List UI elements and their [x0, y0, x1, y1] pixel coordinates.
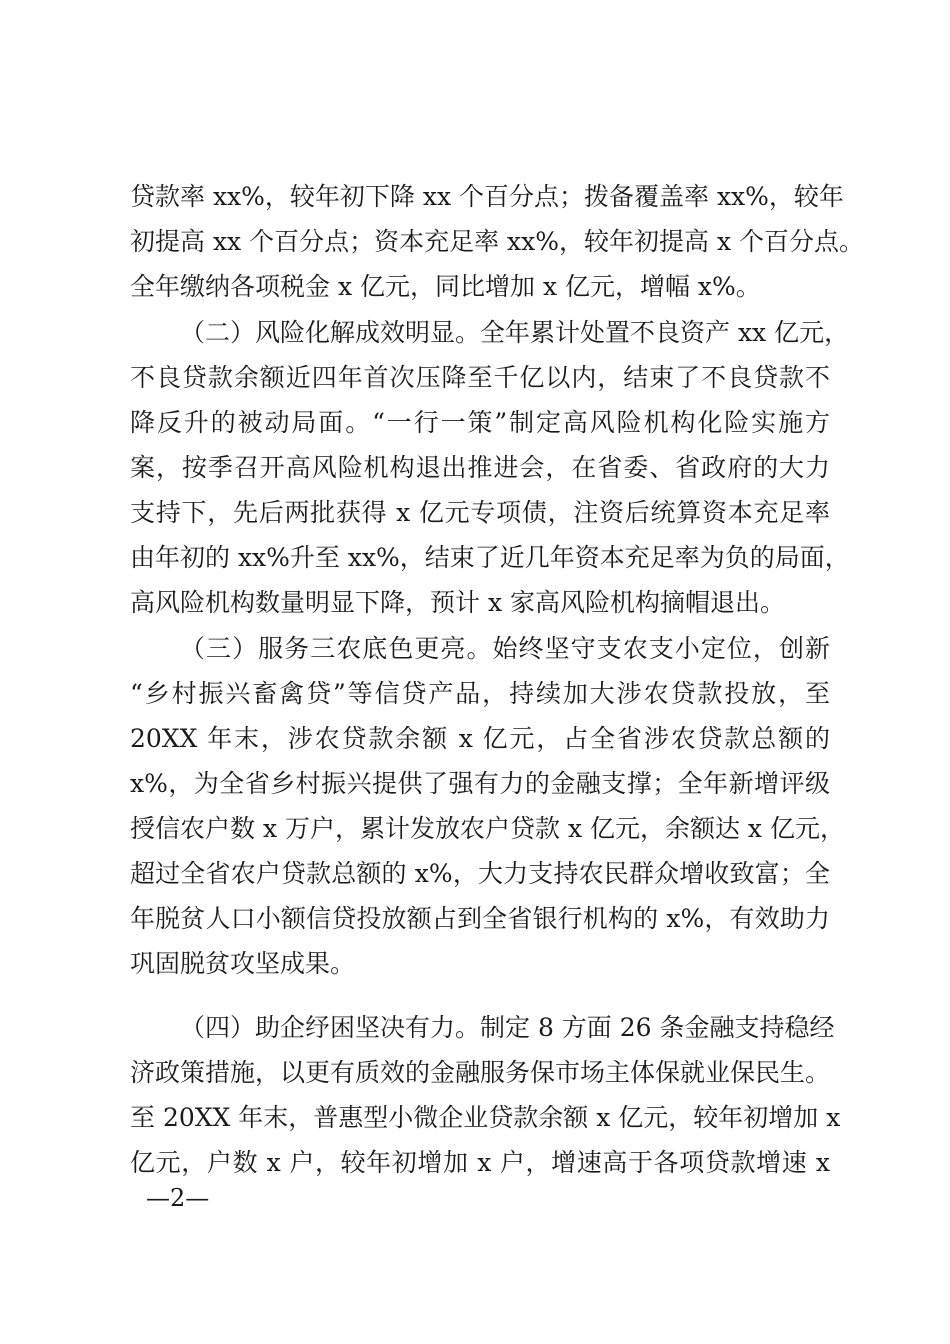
- text-line: 年脱贫人口小额信贷投放额占到全省银行机构的 x%，有效助力: [130, 904, 830, 933]
- text-line: 降反升的被动局面。“一行一策”制定高风险机构化险实施方: [130, 408, 830, 437]
- text-line: 初提高 xx 个百分点；资本充足率 xx%，较年初提高 x 个百分点。: [130, 227, 864, 256]
- text-line: 巩固脱贫攻坚成果。: [130, 949, 356, 978]
- page-number: —2—: [146, 1184, 210, 1212]
- text-line: 超过全省农户贷款总额的 x%，大力支持农民群众增收致富；全: [130, 859, 830, 888]
- text-line: x%，为全省乡村振兴提供了强有力的金融支撑；全年新增评级: [130, 769, 830, 798]
- text-line: 20XX 年末，涉农贷款余额 x 亿元，占全省涉农贷款总额的: [130, 724, 830, 753]
- text-line: （三）服务三农底色更亮。始终坚守支农支小定位，创新: [180, 634, 830, 663]
- text-line: （二）风险化解成效明显。全年累计处置不良资产 xx 亿元，: [180, 318, 850, 347]
- text-line: 案，按季召开高风险机构退出推进会，在省委、省政府的大力: [130, 453, 830, 482]
- text-line: 不良贷款余额近四年首次压降至千亿以内，结束了不良贷款不: [130, 363, 830, 392]
- text-line: 高风险机构数量明显下降，预计 x 家高风险机构摘帽退出。: [130, 588, 785, 617]
- text-line: 亿元，户数 x 户，较年初增加 x 户，增速高于各项贷款增速 x: [130, 1148, 830, 1177]
- text-line: “乡村振兴畜禽贷”等信贷产品，持续加大涉农贷款投放，至: [130, 679, 830, 708]
- text-line: 授信农户数 x 万户，累计发放农户贷款 x 亿元，余额达 x 亿元，: [130, 814, 845, 843]
- text-line: 由年初的 xx%升至 xx%，结束了近几年资本充足率为负的局面，: [130, 543, 850, 572]
- text-line: 全年缴纳各项税金 x 亿元，同比增加 x 亿元，增幅 x%。: [130, 272, 761, 301]
- text-line: 贷款率 xx%，较年初下降 xx 个百分点；拨备覆盖率 xx%，较年: [130, 182, 844, 211]
- text-line: 支持下，先后两批获得 x 亿元专项债，注资后统算资本充足率: [130, 498, 830, 527]
- text-line: 济政策措施，以更有质效的金融服务保市场主体保就业保民生。: [130, 1058, 831, 1087]
- text-line: 至 20XX 年末，普惠型小微企业贷款余额 x 亿元，较年初增加 x: [130, 1103, 841, 1132]
- text-line: （四）助企纾困坚决有力。制定 8 方面 26 条金融支持稳经: [180, 1013, 835, 1042]
